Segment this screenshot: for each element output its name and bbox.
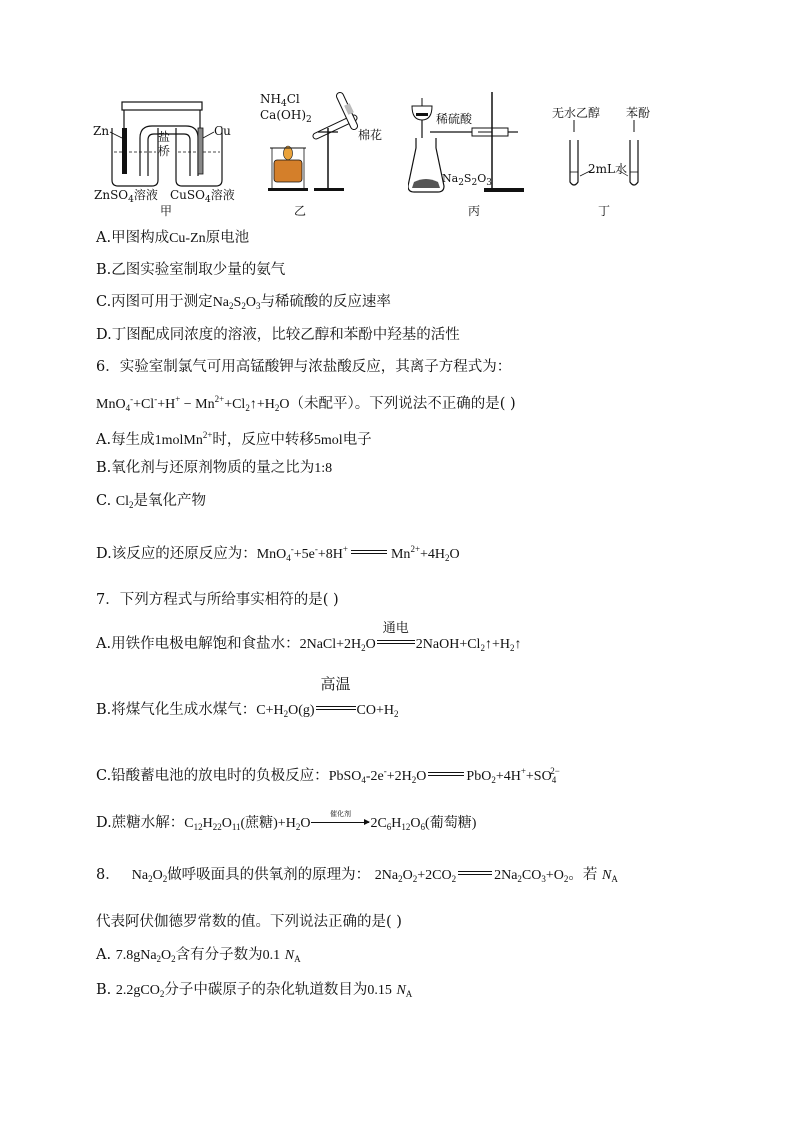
q8-option-a: A. $7.8gNa_2O_2$含有分子数为0.1 $N_A$: [96, 947, 301, 964]
apparatus-figures: [90, 88, 690, 223]
label-salt-bridge-1: 盐: [158, 130, 171, 144]
q7-option-a: A.用铁作电极电解饱和食盐水：$2NaCl+2H_2O$ 通电 $2NaOH+Cl_2↑+H_2↑$: [96, 620, 522, 653]
caption-jia: 甲: [160, 204, 173, 218]
label-cuso4: CuSO$_4$溶液: [170, 188, 235, 205]
q5-option-a: A.甲图构成Cu-Zn原电池: [96, 230, 250, 246]
label-dilute-h2so4: 稀硫酸: [436, 112, 473, 126]
q6-option-b: B.氧化剂与还原剂物质的量之比为1:8: [96, 460, 333, 476]
q8-stem: 8． $Na_2O_2$做呼吸面具的供氧剂的原理为： $2Na_2O_2+2CO_2$ $2Na_2CO_3+O_2$。若 $N_A$: [96, 867, 618, 884]
q6-option-d: D.该反应的还原反应为：MnO$_4$-+5e-+8H+ $Mn^{2+}+4H_2O$: [96, 544, 460, 563]
label-na2s2o3: $Na_2S_2O_3$: [442, 172, 492, 188]
q7-stem: 7．下列方程式与所给事实相符的是( ): [96, 592, 339, 608]
label-nh4cl: $NH_4Cl$: [260, 92, 300, 109]
label-anhydrous-ethanol: 无水乙醇: [552, 106, 601, 120]
label-cu: Cu: [214, 124, 231, 138]
caption-bing: 丙: [468, 204, 481, 218]
q6-option-c: C. $Cl_2$是氧化产物: [96, 493, 207, 510]
figure-ding: [548, 88, 678, 223]
label-salt-bridge-2: 桥: [158, 144, 171, 158]
q6-option-a: A.每生成1molMn$^{2+}$时，反应中转移5mol电子: [96, 430, 372, 448]
label-zn: Zn: [93, 124, 110, 138]
figure-jia: [90, 88, 250, 223]
q8-stem-continued: 代表阿伏伽德罗常数的值。下列说法正确的是( ): [96, 914, 402, 930]
q5-option-c: C.丙图可用于测定$Na_2S_2O_3$与稀硫酸的反应速率: [96, 294, 391, 311]
label-znso4: ZnSO$_4$溶液: [94, 188, 158, 205]
q5-option-d: D.丁图配成同浓度的溶液，比较乙醇和苯酚中羟基的活性: [96, 327, 460, 343]
caption-yi: 乙: [294, 204, 307, 218]
label-caoh2: $Ca(OH)_2$: [260, 108, 312, 125]
figure-yi: [258, 88, 408, 223]
label-phenol: 苯酚: [626, 106, 651, 120]
q7-option-d: D.蔗糖水解：$C_{12}H_{22}O_{11}$(蔗糖)$+H_2O$ 催化剂 $2C_6H_{12}O_6$(葡萄糖): [96, 810, 477, 832]
label-water: 2mL水: [588, 162, 627, 176]
q6-equation: $MnO_4^-+Cl^-+H^+ - Mn^{2+}+Cl_2↑+H_2O$（未配平）。下列说法不正确的是( ): [96, 394, 516, 413]
q7-option-c: C.铅酸蓄电池的放电时的负极反应：$PbSO_4-2e^-+2H_2O$ $PbO_2+4H^++SO_4^{2-}$: [96, 766, 560, 785]
q8-option-b: B. 2.2gCO$_2$分子中碳原子的杂化轨道数目为0.15 $N_A$: [96, 982, 413, 999]
q5-option-b: B.乙图实验室制取少量的氨气: [96, 262, 286, 278]
figure-bing: [408, 88, 558, 223]
label-cotton: 棉花: [358, 128, 383, 142]
q6-stem: 6．实验室制氯气可用高锰酸钾与浓盐酸反应，其离子方程式为：: [96, 359, 512, 375]
caption-ding: 丁: [598, 204, 611, 218]
q7-option-b: B.将煤气化生成水煤气：$C+H_2O(g)$ 高温 $CO+H_2$: [96, 677, 399, 719]
